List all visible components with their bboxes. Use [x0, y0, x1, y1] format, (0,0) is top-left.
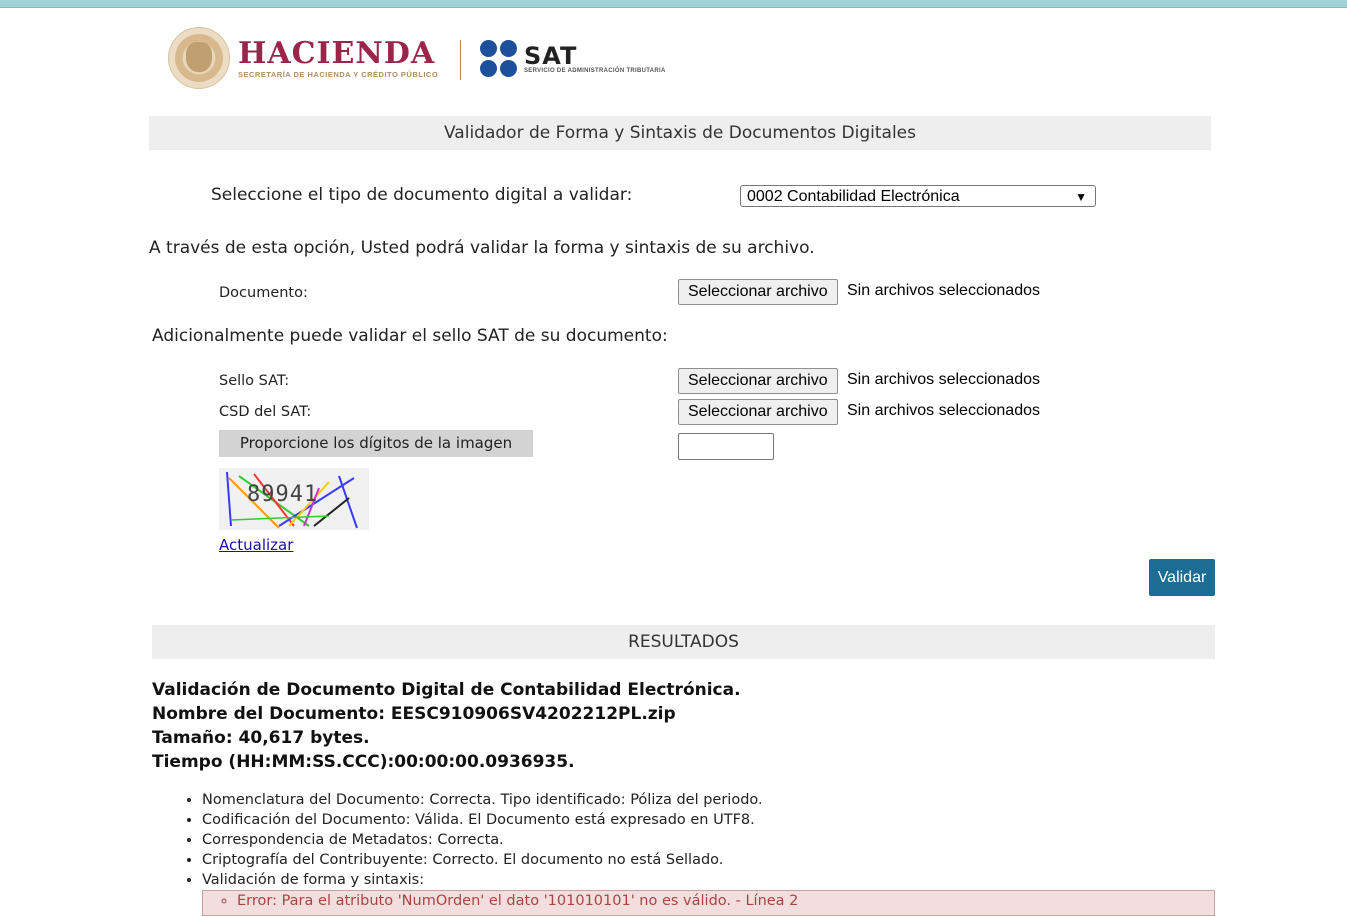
documento-label: Documento: — [219, 285, 308, 301]
error-item: ◦ Error: Para el atributo 'NumOrden' el dato '101010101' no es válido. - Línea 2 — [237, 891, 1214, 911]
sat-logo — [480, 40, 666, 78]
list-item: • Correspondencia de Metadatos: Correcta. — [202, 830, 763, 850]
sat-title: SAT — [524, 42, 578, 70]
intro-text: A través de esta opción, Usted podrá validar la forma y sintaxis de su archivo. — [149, 238, 815, 258]
summary-line: Validación de Documento Digital de Contabilidad Electrónica. — [152, 680, 741, 700]
hacienda-title: HACIENDA — [238, 35, 436, 71]
sello-sat-file-button[interactable]: Seleccionar archivo — [678, 368, 838, 394]
summary-line: Tiempo (HH:MM:SS.CCC):00:00:00.0936935. — [152, 752, 575, 772]
doc-type-select[interactable] — [740, 185, 1096, 207]
results-heading: RESULTADOS — [152, 625, 1215, 659]
additional-text: Adicionalmente puede validar el sello SAT de su documento: — [152, 326, 668, 346]
captcha-image — [219, 468, 369, 530]
sello-sat-file-status: Sin archivos seleccionados — [847, 371, 1040, 388]
documento-file-status: Sin archivos seleccionados — [847, 282, 1040, 299]
validate-button[interactable]: Validar — [1149, 559, 1215, 596]
logo-divider — [460, 40, 461, 80]
results-summary — [152, 678, 741, 774]
browser-top-border — [0, 0, 1347, 8]
captcha-label: Proporcione los dígitos de la imagen — [219, 430, 533, 457]
csd-sat-label: CSD del SAT: — [219, 404, 312, 420]
list-item: • Codificación del Documento: Válida. El Documento está expresado en UTF8. — [202, 810, 763, 830]
sello-sat-label: Sello SAT: — [219, 373, 290, 389]
doc-type-selected-value: 0002 Contabilidad Electrónica — [747, 188, 960, 205]
csd-sat-file-button[interactable]: Seleccionar archivo — [678, 399, 838, 425]
page-title: Validador de Forma y Sintaxis de Documentos Digitales — [149, 116, 1211, 150]
hacienda-logo — [168, 26, 438, 90]
mexico-seal-icon — [168, 27, 230, 89]
summary-line: Nombre del Documento: EESC910906SV4202212PL.zip — [152, 704, 676, 724]
list-item: • Nomenclatura del Documento: Correcta. Tipo identificado: Póliza del periodo. — [202, 790, 763, 810]
documento-file-button[interactable]: Seleccionar archivo — [678, 279, 838, 305]
hacienda-subtitle: SECRETARÍA DE HACIENDA Y CRÉDITO PÚBLICO — [238, 69, 439, 79]
sat-dots-icon — [480, 40, 518, 78]
captcha-digits: 89941 — [247, 482, 319, 507]
summary-line: Tamaño: 40,617 bytes. — [152, 728, 370, 748]
sat-subtitle: SERVICIO DE ADMINISTRACIÓN TRIBUTARIA — [524, 68, 666, 74]
list-item: • Criptografía del Contribuyente: Correcto. El documento no está Sellado. — [202, 850, 763, 870]
results-list — [184, 790, 763, 890]
csd-sat-file-status: Sin archivos seleccionados — [847, 402, 1040, 419]
captcha-input[interactable] — [678, 433, 774, 460]
captcha-refresh-link[interactable]: Actualizar — [219, 536, 294, 554]
chevron-down-icon: ▼ — [1075, 190, 1087, 204]
doc-type-label: Seleccione el tipo de documento digital a validar: — [211, 185, 633, 205]
error-box — [202, 890, 1215, 916]
list-item: • Validación de forma y sintaxis: — [202, 870, 763, 890]
